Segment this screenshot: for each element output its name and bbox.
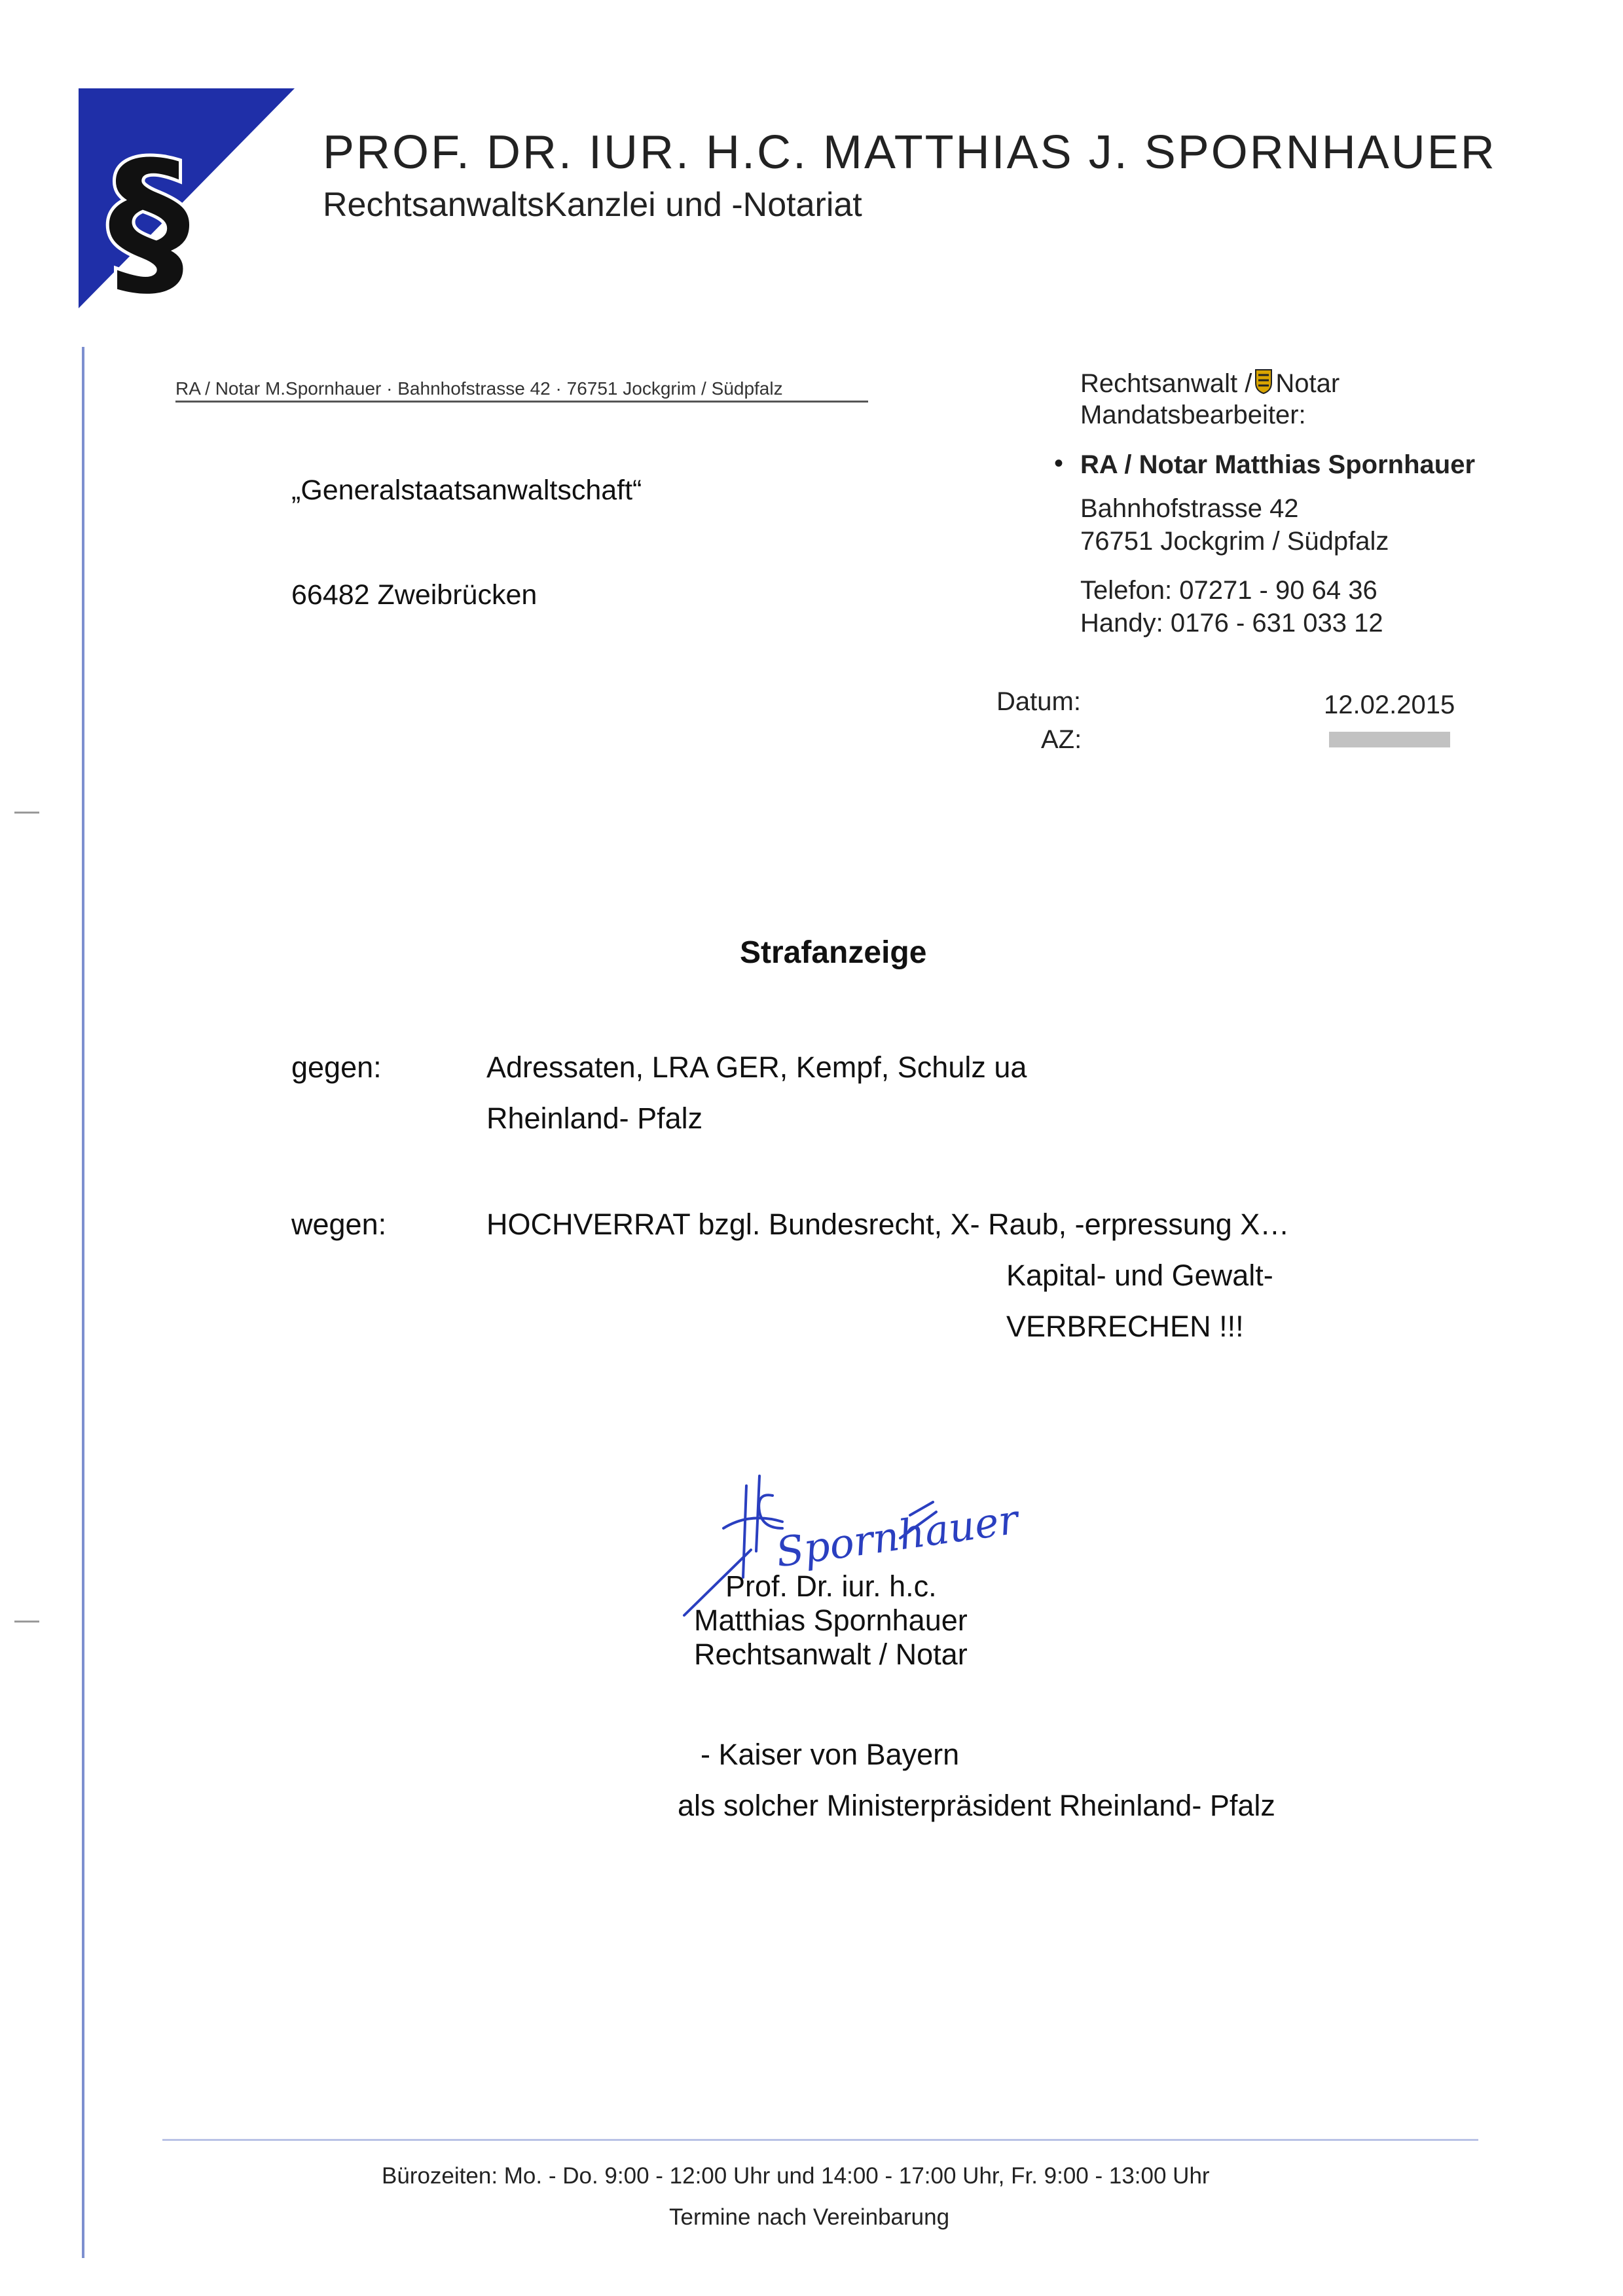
case-handler-label: Mandatsbearbeiter:: [1080, 401, 1306, 429]
signer-role: Rechtsanwalt / Notar: [694, 1638, 968, 1671]
date-value: 12.02.2015: [1324, 691, 1455, 719]
subject-heading: Strafanzeige: [740, 935, 927, 970]
bullet-icon: •: [1054, 449, 1064, 478]
gegen-line-2: Rheinland- Pfalz: [486, 1102, 703, 1135]
gegen-line-1: Adressaten, LRA GER, Kempf, Schulz ua: [486, 1050, 1027, 1084]
left-margin-rule: [82, 347, 84, 2258]
fold-mark: [14, 812, 39, 814]
appointments-note: Termine nach Vereinbarung: [669, 2204, 950, 2230]
signer-title: Prof. Dr. iur. h.c.: [725, 1570, 937, 1603]
footer-divider: [162, 2139, 1478, 2141]
wegen-line-2: Kapital- und Gewalt-: [1006, 1259, 1273, 1292]
coat-of-arms-icon: [1254, 368, 1273, 401]
info-mobile: Handy: 0176 - 631 033 12: [1080, 609, 1383, 637]
sender-return-address: RA / Notar M.Spornhauer · Bahnhofstrasse 42 · 76751 Jockgrim / Südpfalz: [175, 378, 783, 399]
info-phone: Telefon: 07271 - 90 64 36: [1080, 576, 1377, 605]
firm-subtitle: RechtsanwaltsKanzlei und -Notariat: [323, 186, 862, 224]
recipient-city: 66482 Zweibrücken: [291, 579, 538, 611]
sender-underline: [175, 401, 868, 403]
signer-additional-title-1: - Kaiser von Bayern: [701, 1738, 960, 1771]
case-handler-name: RA / Notar Matthias Spornhauer: [1080, 450, 1476, 479]
role-left: Rechtsanwalt /: [1080, 369, 1252, 398]
office-hours: Bürozeiten: Mo. - Do. 9:00 - 12:00 Uhr und 14:00 - 17:00 Uhr, Fr. 9:00 - 13:00 Uhr: [382, 2163, 1210, 2189]
info-city: 76751 Jockgrim / Südpfalz: [1080, 527, 1389, 556]
law-firm-logo: [79, 88, 295, 317]
fold-mark: [14, 1621, 39, 1623]
wegen-label: wegen:: [291, 1208, 387, 1241]
paragraph-logo-icon: [79, 88, 295, 317]
az-label: AZ:: [1041, 725, 1082, 754]
logo-symbol: §: [108, 126, 190, 317]
role-line: [1080, 368, 1340, 401]
gegen-label: gegen:: [291, 1050, 382, 1084]
signer-name: Matthias Spornhauer: [694, 1604, 968, 1637]
firm-title: PROF. DR. IUR. H.C. MATTHIAS J. SPORNHAUER: [323, 126, 1497, 179]
recipient-name: „Generalstaatsanwaltschaft“: [291, 475, 642, 506]
redacted-reference: [1329, 732, 1450, 747]
wegen-line-3: VERBRECHEN !!!: [1006, 1310, 1244, 1343]
wegen-line-1: HOCHVERRAT bzgl. Bundesrecht, X- Raub, -erpressung X…: [486, 1208, 1290, 1241]
role-right: Notar: [1275, 369, 1340, 398]
date-label: Datum:: [996, 687, 1081, 716]
signature-text: Spornhauer: [773, 1495, 1021, 1577]
info-street: Bahnhofstrasse 42: [1080, 494, 1299, 523]
signer-additional-title-2: als solcher Ministerpräsident Rheinland- Pfalz: [678, 1789, 1275, 1822]
